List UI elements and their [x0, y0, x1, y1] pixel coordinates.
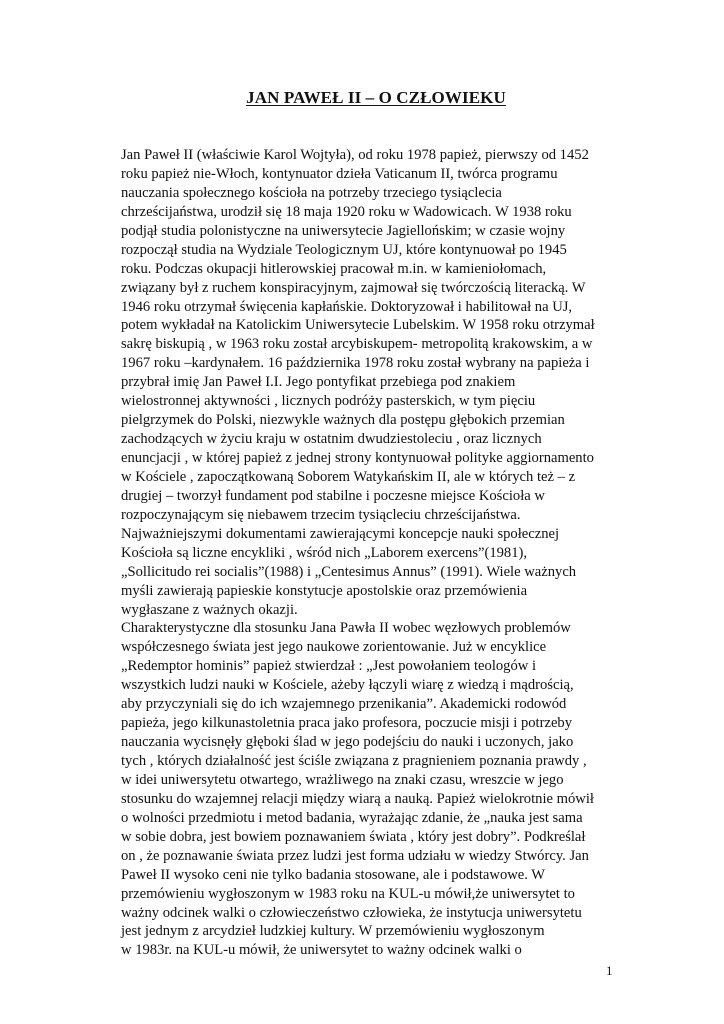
text-line: on , że poznawanie świata przez ludzi jest forma udziału w wiedzy Stwórcy. Jan — [121, 847, 589, 864]
text-line: nauczania społecznego kościoła na potrzeby trzeciego tysiąclecia — [121, 184, 502, 201]
text-line: ważny odcinek walki o człowieczeństwo człowieka, że instytucja uniwersytetu — [121, 904, 582, 921]
text-line: drugiej – tworzył fundament pod stabilne i poczesne miejsce Kościoła w — [121, 487, 545, 504]
text-line: 1946 roku otrzymał święcenia kapłańskie. Doktoryzował i habilitował na UJ, — [121, 298, 573, 315]
text-line: 1967 roku –kardynałem. 16 października 1978 roku został wybrany na papieża i — [121, 355, 590, 372]
text-line: wielostronnej aktywności , licznych podróży pasterskich, w tym pięciu — [121, 393, 536, 410]
text-line: przemówieniu wygłoszonym w 1983 roku na KUL-u mówił,że uniwersytet to — [121, 885, 575, 902]
text-line: „Sollicitudo rei socialis”(1988) i „Centesimus Annus” (1991). Wiele ważnych — [121, 563, 577, 580]
text-line: stosunku do wzajemnej relacji między wiarą a nauką. Papież wielokrotnie mówił — [121, 790, 594, 807]
text-line: w Kościele , zapoczątkowaną Soborem Watykańskim II, ale w których też – z — [121, 468, 576, 485]
text-line: aby przyczyniali się do ich wzajemnego przenikania”. Akademicki rodowód — [121, 696, 567, 713]
text-line: Charakterystyczne dla stosunku Jana Pawła II wobec węzłowych problemów — [121, 620, 571, 637]
text-line: sakrę biskupią , w 1963 roku został arcybiskupem- metropolitą krakowskim, a w — [121, 336, 593, 353]
text-line: przybrał imię Jan Paweł I.I. Jego pontyfikat przebiega pod znakiem — [121, 374, 516, 391]
text-line: pielgrzymek do Polski, niezwykle ważnych dla postępu głębokich przemian — [121, 412, 565, 429]
text-line: Paweł II wysoko ceni nie tylko badania stosowane, ale i podstawowe. W — [121, 866, 546, 883]
text-line: w 1983r. na KUL-u mówił, że uniwersytet to ważny odcinek walki o — [121, 942, 522, 959]
text-line: nauczania wycisnęły głęboki ślad w jego podejściu do nauki i uczonych, jako — [121, 734, 574, 751]
text-line: współczesnego świata jest jego naukowe zorientowanie. Już w encyklice — [121, 639, 547, 656]
text-line: chrześcijaństwa, urodził się 18 maja 1920 roku w Wadowicach. W 1938 roku — [121, 203, 572, 220]
text-line: rozpoczynającym się niebawem trzecim tysiącleciu chrześcijaństwa. — [121, 506, 521, 523]
text-line: papieża, jego kilkunastoletnia praca jako profesora, poczucie misji i potrzeby — [121, 715, 573, 732]
text-line: Kościoła są liczne encykliki , wśród nich „Laborem exercens”(1981), — [121, 544, 528, 561]
document-title: JAN PAWEŁ II – O CZŁOWIEKU — [246, 88, 506, 107]
text-line: tych , których działalność jest ściśle związana z pragnieniem poznania prawdy , — [121, 753, 587, 769]
page-number: 1 — [606, 963, 613, 978]
text-line: związany był z ruchem konspiracyjnym, zajmował się twórczością literacką. W — [121, 279, 586, 296]
text-line: w idei uniwersytetu otwartego, wrażliwego na znaki czasu, wreszcie w jego — [121, 771, 564, 788]
text-line: enuncjacji , w której papież z jednej strony kontynuował polityke aggiornamento — [121, 450, 594, 466]
text-line: roku. Podczas okupacji hitlerowskiej pracował m.in. w kamieniołomach, — [121, 260, 547, 277]
text-line: podjął studia polonistyczne na uniwersytecie Jagiellońskim; w czasie wojny — [121, 222, 566, 239]
text-line: roku papież nie-Włoch, kontynuator dzieła Vaticanum II, twórca programu — [121, 165, 558, 182]
text-line: potem wykładał na Katolickim Uniwersytecie Lubelskim. W 1958 roku otrzymał — [121, 317, 595, 334]
text-line: Najważniejszymi dokumentami zawierającymi koncepcje nauki społecznej — [121, 525, 560, 542]
body-text — [121, 146, 641, 960]
text-line: jest jednym z arcydzieł ludzkiej kultury. W przemówieniu wygłoszonym — [121, 923, 545, 940]
text-line: Jan Paweł II (właściwie Karol Wojtyła), od roku 1978 papież, pierwszy od 1452 — [121, 147, 589, 163]
text-line: wygłaszane z ważnych okazji. — [121, 601, 298, 618]
text-line: w sobie dobra, jest bowiem poznawaniem świata , który jest dobry”. Podkreślał — [121, 828, 586, 845]
text-line: rozpoczął studia na Wydziale Teologicznym UJ, które kontynuował po 1945 — [121, 241, 567, 258]
text-line: zachodzących w życiu kraju w ostatnim dwudziestoleciu , oraz licznych — [121, 431, 542, 448]
text-line: o wolności przedmiotu i metod badania, wyrażając zdanie, że „nauka jest sama — [121, 809, 583, 826]
text-line: myśli zawierają papieskie konstytucje apostolskie oraz przemówienia — [121, 582, 528, 599]
text-line: wszystkich ludzi nauki w Kościele, ażeby łączyli wiarę z wiedzą i mądrością, — [121, 677, 574, 694]
text-line: „Redemptor hominis” papież stwierdzał : „Jest powołaniem teologów i — [121, 658, 537, 675]
